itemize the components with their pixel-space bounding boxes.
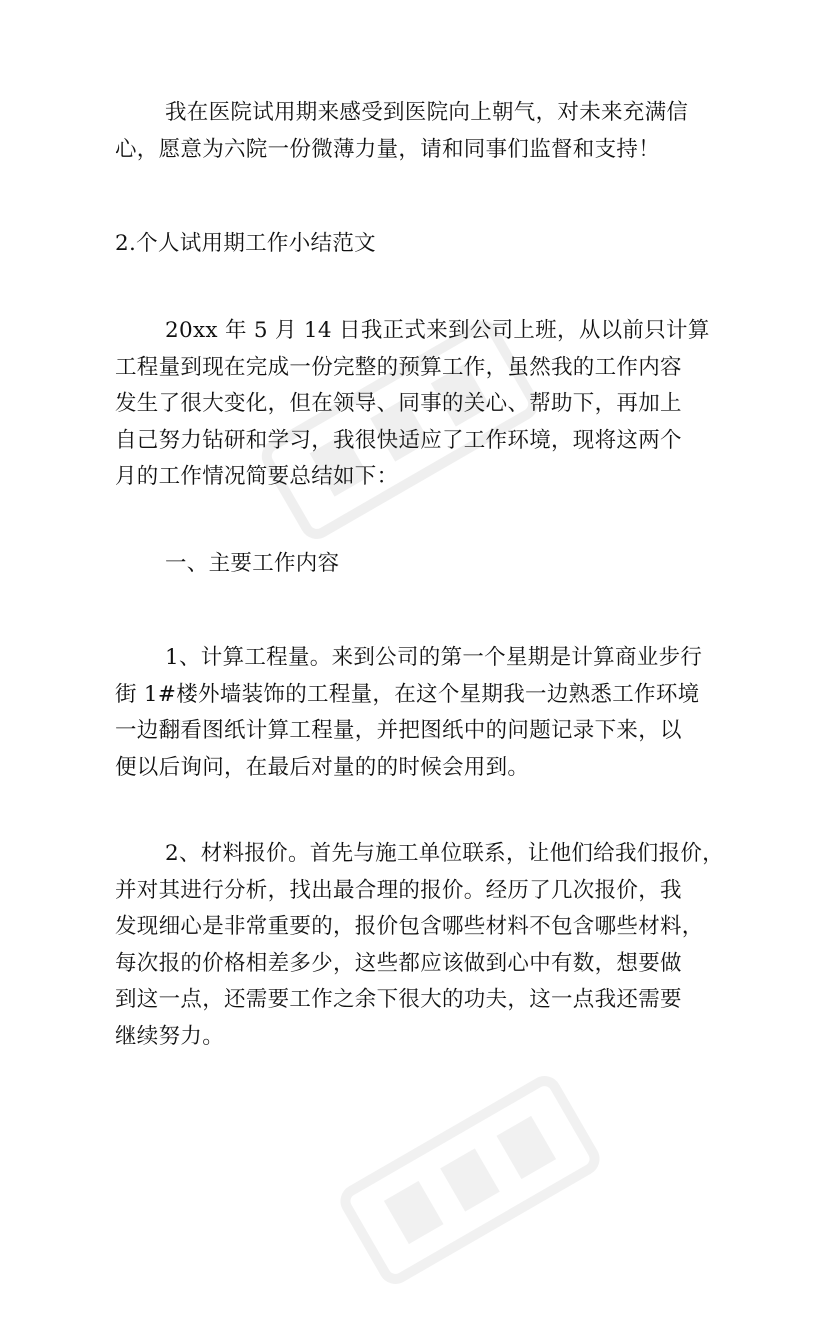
paragraph-line: 我在医院试用期来感受到医院向上朝气，对未来充满信 — [165, 100, 689, 125]
paragraph-line: 继续努力。 — [115, 1023, 225, 1049]
subheading-main-work — [115, 546, 725, 583]
paragraph-overview — [115, 313, 725, 496]
paragraph-line: 到这一点，还需要工作之余下很大的功夫，这一点我还需要 — [115, 987, 682, 1012]
paragraph-line: 20xx 年 5 月 14 日我正式来到公司上班，从以前只计算 — [165, 318, 710, 343]
paragraph-item-1 — [115, 640, 725, 786]
paragraph-line: 1、计算工程量。来到公司的第一个星期是计算商业步行 — [165, 645, 703, 670]
section-title-text: 2.个人试用期工作小结范文 — [115, 231, 376, 256]
paragraph-line: 街 1#楼外墙装饰的工程量，在这个星期我一边熟悉工作环境 — [115, 681, 700, 707]
paragraph-line: 2、材料报价。首先与施工单位联系，让他们给我们报价， — [165, 841, 724, 866]
section-title — [115, 226, 725, 263]
paragraph-line: 一边翻看图纸计算工程量，并把图纸中的问题记录下来，以 — [115, 718, 682, 743]
paragraph-item-2 — [115, 836, 725, 1055]
paragraph-line: 发现细心是非常重要的，报价包含哪些材料不包含哪些材料， — [115, 914, 704, 939]
paragraph-line: 工程量到现在完成一份完整的预算工作，虽然我的工作内容 — [115, 354, 682, 380]
watermark-icon — [299, 1023, 641, 1336]
paragraph-line: 并对其进行分析，找出最合理的报价。经历了几次报价，我 — [115, 877, 682, 903]
paragraph-line: 发生了很大变化，但在领导、同事的关心、帮助下，再加上 — [115, 391, 682, 416]
paragraph-line: 自己努力钻研和学习，我很快适应了工作环境，现将这两个 — [115, 427, 682, 453]
paragraph-line: 便以后询问，在最后对量的的时候会用到。 — [115, 754, 530, 780]
paragraph-line: 月的工作情况简要总结如下： — [115, 464, 399, 489]
paragraph-intro — [115, 95, 725, 168]
paragraph-line: 每次报的价格相差多少，这些都应该做到心中有数，想要做 — [115, 950, 682, 976]
subheading-text: 一、主要工作内容 — [165, 551, 340, 576]
paragraph-line: 心，愿意为六院一份微薄力量，请和同事们监督和支持！ — [115, 136, 661, 162]
